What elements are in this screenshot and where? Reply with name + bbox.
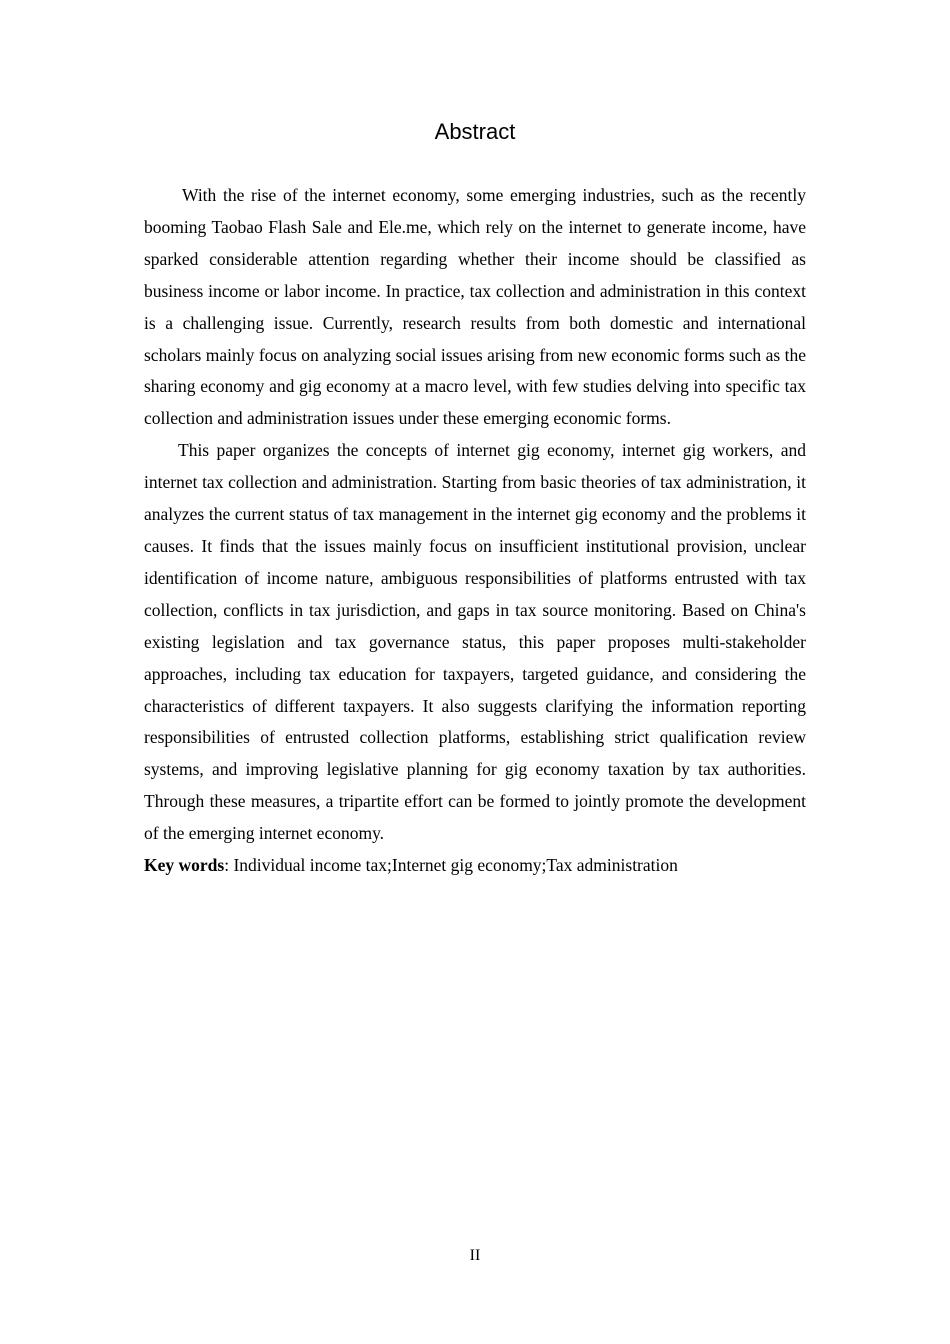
abstract-paragraph-2: This paper organizes the concepts of internet gig economy, internet gig workers, and internet tax collection and administration. Starting from basic theories of tax administration, it analyzes the current status of tax management in the internet gig economy and the problems it causes. It finds that the issues mainly focus on insufficient institutional provision, unclear identification of income nature, ambiguous responsibilities of platforms entrusted with tax collection, conflicts in tax jurisdiction, and gaps in tax source monitoring. Based on China's existing legislation and tax governance status, this paper proposes multi-stakeholder approaches, including tax education for taxpayers, targeted guidance, and considering the characteristics of different taxpayers. It also suggests clarifying the information reporting responsibilities of entrusted collection platforms, establishing strict qualification review systems, and improving legislative planning for gig economy taxation by tax authorities. Through these measures, a tripartite effort can be formed to jointly promote the development of the emerging internet economy. <box>144 440 806 844</box>
keywords-separator: : <box>224 855 234 876</box>
page-number: II <box>469 1247 481 1264</box>
keywords-label: Key words <box>144 855 225 876</box>
page-title: Abstract <box>434 119 516 144</box>
keywords-line <box>144 850 806 882</box>
abstract-body <box>144 180 806 882</box>
abstract-paragraph-1: With the rise of the internet economy, some emerging industries, such as the recently booming Taobao Flash Sale and Ele.me, which rely on the internet to generate income, have sparked considerable attention regarding whether their income should be classified as business income or labor income. In practice, tax collection and administration in this context is a challenging issue. Currently, research results from both domestic and international scholars mainly focus on analyzing social issues arising from new economic forms such as the sharing economy and gig economy at a macro level, with few studies delving into specific tax collection and administration issues under these emerging economic forms. <box>144 185 806 429</box>
keywords-text: Individual income tax;Internet gig economy;Tax administration <box>233 855 678 876</box>
